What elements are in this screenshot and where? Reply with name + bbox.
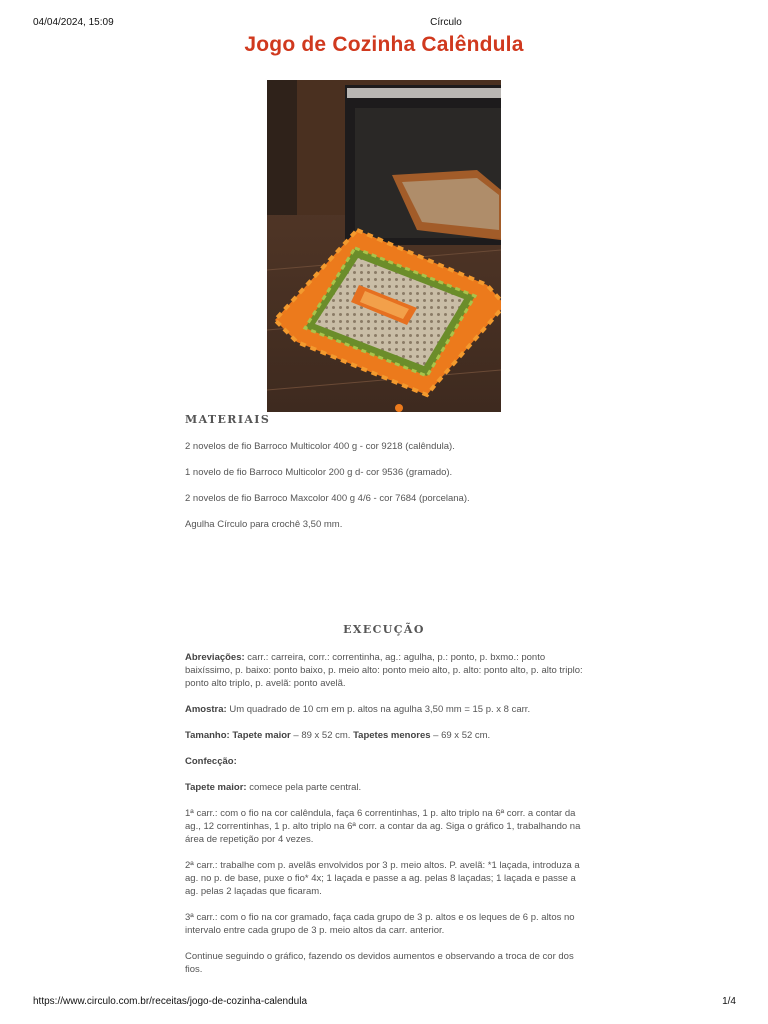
amostra-label: Amostra:	[185, 704, 227, 715]
tamanho-label: Tamanho:	[185, 730, 230, 741]
tamanho-paragraph	[185, 729, 585, 742]
print-datetime: 04/04/2024, 15:09	[33, 17, 114, 28]
tapete-maior-label: Tapete maior:	[185, 782, 247, 793]
page-number: 1/4	[722, 996, 736, 1007]
continue-paragraph: Continue seguindo o gráfico, fazendo os devidos aumentos e observando a troca de cor dos fios.	[185, 951, 574, 975]
tamanho-maior-text: – 89 x 52 cm.	[290, 730, 351, 741]
carr2-paragraph: 2ª carr.: trabalhe com p. avelãs envolvidos por 3 p. meio altos. P. avelã: *1 laçada, introduza a ag. no p. de base, puxe o fio* 4x; 1 laçada e passe a ag. pelas 8 laçadas; 1 laçada e passe a ag. pelas 2 laçadas que ficaram.	[185, 860, 580, 897]
carr3-paragraph: 3ª carr.: com o fio na cor gramado, faça cada grupo de 3 p. altos e os leques de 6 p. altos no intervalo entre cada grupo de 3 p. meio altos da carr. anterior.	[185, 912, 575, 936]
tapete-maior-text: comece pela parte central.	[246, 782, 362, 793]
tapete-maior-paragraph	[185, 781, 585, 794]
material-item: 2 novelos de fio Barroco Maxcolor 400 g 4/6 - cor 7684 (porcelana).	[185, 493, 470, 504]
confeccao-heading	[185, 755, 585, 768]
tamanho-maior-label: Tapete maior	[232, 730, 291, 741]
abreviacoes-paragraph	[185, 651, 585, 690]
section-heading-materiais: MATERIAIS	[185, 413, 271, 426]
print-url: https://www.circulo.com.br/receitas/jogo-de-cozinha-calendula	[33, 996, 308, 1007]
material-item: 1 novelo de fio Barroco Multicolor 200 g d- cor 9536 (gramado).	[185, 467, 453, 478]
carr1-paragraph: 1ª carr.: com o fio na cor calêndula, faça 6 correntinhas, 1 p. alto triplo na 6ª corr. a contar da ag., 12 correntinhas, 1 p. alto triplo na 6ª corr. a contar da ag. Siga o gráfico 1, trabalhando na área de repetição por 4 vezes.	[185, 808, 581, 845]
abreviacoes-text: carr.: carreira, corr.: correntinha, ag.: agulha, p.: ponto, p. bxmo.: ponto baixíssimo, p. baixo: ponto baixo, p. meio alto: ponto meio alto, p. alto: ponto alto, p. alto triplo: ponto alto triplo, p. avelã: ponto avelã.	[185, 652, 583, 689]
rug-photo	[267, 80, 501, 412]
amostra-paragraph	[185, 703, 585, 716]
confeccao-label: Confecção:	[185, 756, 237, 767]
amostra-text: Um quadrado de 10 cm em p. altos na agulha 3,50 mm = 15 p. x 8 carr.	[226, 704, 531, 715]
material-item: Agulha Círculo para crochê 3,50 mm.	[185, 519, 343, 530]
tamanho-menores-label: Tapetes menores	[353, 730, 431, 741]
print-site-name: Círculo	[430, 17, 462, 28]
tamanho-menores-text: – 69 x 52 cm.	[430, 730, 491, 741]
page-title: Jogo de Cozinha Calêndula	[244, 33, 524, 56]
abreviacoes-label: Abreviações:	[185, 652, 245, 663]
section-heading-execucao: EXECUÇÃO	[343, 623, 425, 636]
material-item: 2 novelos de fio Barroco Multicolor 400 g - cor 9218 (calêndula).	[185, 441, 455, 452]
